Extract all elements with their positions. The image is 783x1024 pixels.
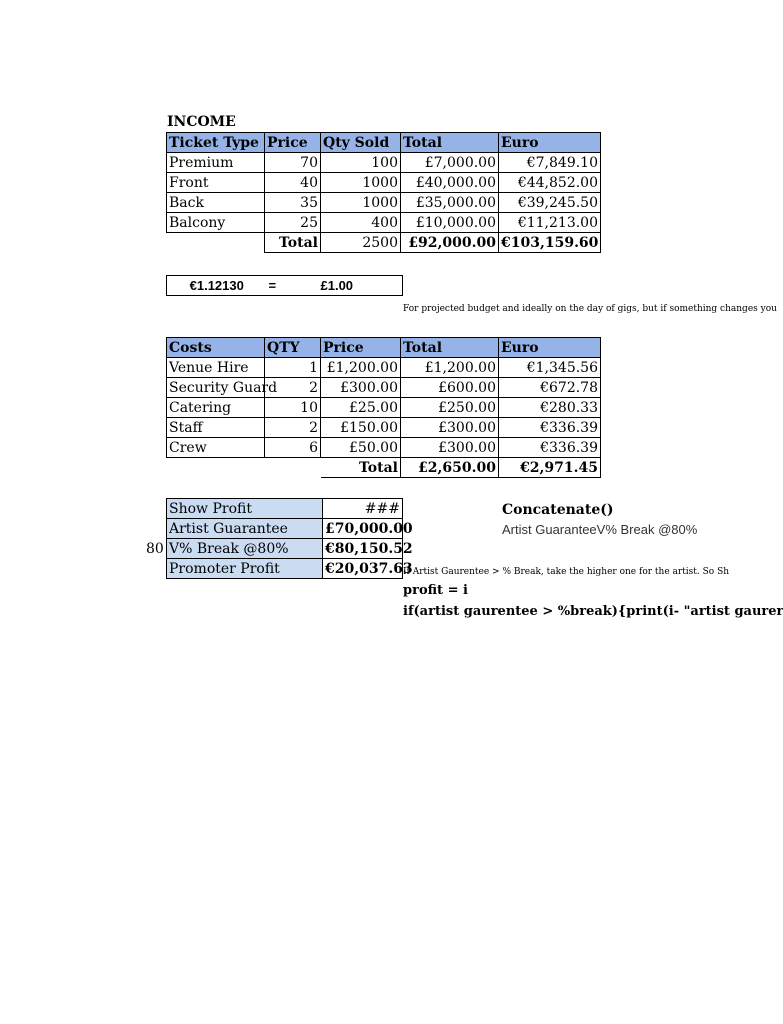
costs-total-row <box>167 458 601 478</box>
cell[interactable]: Security Guard <box>167 378 265 398</box>
cell[interactable]: 400 <box>321 213 401 233</box>
table-row <box>167 398 601 418</box>
cell[interactable]: £1,200.00 <box>321 358 401 378</box>
cell[interactable]: €11,213.00 <box>499 213 601 233</box>
cell[interactable]: €7,849.10 <box>499 153 601 173</box>
cell[interactable]: £50.00 <box>321 438 401 458</box>
costs-total-label[interactable]: Total <box>321 458 401 478</box>
cell[interactable]: £40,000.00 <box>401 173 499 193</box>
cell[interactable]: Staff <box>167 418 265 438</box>
table-row <box>167 193 601 213</box>
table-row <box>167 499 403 519</box>
income-total-qty[interactable]: 2500 <box>321 233 401 253</box>
break-percent-value[interactable]: 80 <box>146 541 164 557</box>
cell[interactable]: £300.00 <box>321 378 401 398</box>
artist-guarantee-value[interactable]: £70,000.00 <box>323 519 403 539</box>
header-ticket-type[interactable]: Ticket Type <box>167 133 265 153</box>
empty-cell <box>167 233 265 253</box>
cell[interactable]: 100 <box>321 153 401 173</box>
concatenate-title: Concatenate() <box>502 502 614 518</box>
cell[interactable]: 35 <box>265 193 321 213</box>
income-table <box>166 132 601 253</box>
cell[interactable]: £25.00 <box>321 398 401 418</box>
cell[interactable]: €280.33 <box>499 398 601 418</box>
cell[interactable]: 25 <box>265 213 321 233</box>
cell[interactable]: £150.00 <box>321 418 401 438</box>
header-price[interactable]: Price <box>321 338 401 358</box>
code-line-1: profit = i <box>403 583 468 598</box>
cell[interactable]: 2 <box>265 378 321 398</box>
cell[interactable]: €336.39 <box>499 418 601 438</box>
header-euro[interactable]: Euro <box>499 338 601 358</box>
artist-guarantee-label[interactable]: Artist Guarantee <box>167 519 323 539</box>
costs-total-gbp[interactable]: £2,650.00 <box>401 458 499 478</box>
header-euro[interactable]: Euro <box>499 133 601 153</box>
table-row <box>167 559 403 579</box>
income-total-eur[interactable]: €103,159.60 <box>499 233 601 253</box>
costs-total-eur[interactable]: €2,971.45 <box>499 458 601 478</box>
cell[interactable]: Front <box>167 173 265 193</box>
cell[interactable]: 70 <box>265 153 321 173</box>
table-row <box>167 153 601 173</box>
cell[interactable]: £7,000.00 <box>401 153 499 173</box>
concatenate-value[interactable]: Artist GuaranteeV% Break @80% <box>502 522 698 537</box>
cell[interactable]: €44,852.00 <box>499 173 601 193</box>
break-value[interactable]: €80,150.52 <box>323 539 403 559</box>
header-qty-sold[interactable]: Qty Sold <box>321 133 401 153</box>
header-total[interactable]: Total <box>401 338 499 358</box>
cell[interactable]: 1000 <box>321 193 401 213</box>
table-row <box>167 539 403 559</box>
cell[interactable]: Back <box>167 193 265 213</box>
promoter-profit-label[interactable]: Promoter Profit <box>167 559 323 579</box>
income-header-row <box>167 133 601 153</box>
cell[interactable]: €336.39 <box>499 438 601 458</box>
table-row <box>167 378 601 398</box>
cell[interactable]: 40 <box>265 173 321 193</box>
cell[interactable]: £300.00 <box>401 418 499 438</box>
table-row <box>167 358 601 378</box>
table-row <box>167 173 601 193</box>
cell[interactable]: Venue Hire <box>167 358 265 378</box>
cell[interactable]: £10,000.00 <box>401 213 499 233</box>
artist-gaurentee-note: If Artist Gaurentee > % Break, take the higher one for the artist. So Sh <box>403 567 730 577</box>
cell[interactable]: €1,345.56 <box>499 358 601 378</box>
income-total-label[interactable]: Total <box>265 233 321 253</box>
exchange-rate-box <box>166 275 403 296</box>
cell[interactable]: 1000 <box>321 173 401 193</box>
cell[interactable]: Premium <box>167 153 265 173</box>
header-price[interactable]: Price <box>265 133 321 153</box>
cell[interactable]: £35,000.00 <box>401 193 499 213</box>
income-total-gbp[interactable]: £92,000.00 <box>401 233 499 253</box>
cell[interactable]: £600.00 <box>401 378 499 398</box>
table-row <box>167 438 601 458</box>
profit-table <box>166 498 413 579</box>
cell[interactable]: 1 <box>265 358 321 378</box>
costs-header-row <box>167 338 601 358</box>
cell[interactable]: 10 <box>265 398 321 418</box>
cell[interactable]: £300.00 <box>401 438 499 458</box>
break-label[interactable]: V% Break @80% <box>167 539 323 559</box>
cell[interactable]: 2 <box>265 418 321 438</box>
costs-table <box>166 337 601 478</box>
header-qty[interactable]: QTY <box>265 338 321 358</box>
table-row <box>167 418 601 438</box>
code-line-2: if(artist gaurentee > %break){print(i- "artist gaurer <box>403 604 783 619</box>
cell[interactable]: 6 <box>265 438 321 458</box>
income-title: INCOME <box>167 114 236 130</box>
table-row <box>167 213 601 233</box>
cell[interactable]: Balcony <box>167 213 265 233</box>
table-row <box>167 519 403 539</box>
income-total-row <box>167 233 601 253</box>
exchange-eur[interactable]: €1.12130 <box>167 276 267 296</box>
cell[interactable]: Catering <box>167 398 265 418</box>
cell[interactable]: €672.78 <box>499 378 601 398</box>
empty-cell <box>265 458 321 478</box>
exchange-gbp[interactable]: £1.00 <box>319 276 403 296</box>
promoter-profit-value[interactable]: €20,037.63 <box>323 559 403 579</box>
header-costs[interactable]: Costs <box>167 338 265 358</box>
cell[interactable]: Crew <box>167 438 265 458</box>
show-profit-value[interactable]: ### <box>323 499 403 519</box>
header-total[interactable]: Total <box>401 133 499 153</box>
show-profit-label[interactable]: Show Profit <box>167 499 323 519</box>
exchange-equals: = <box>267 276 319 296</box>
cell[interactable]: £250.00 <box>401 398 499 418</box>
empty-cell <box>167 458 265 478</box>
cell[interactable]: €39,245.50 <box>499 193 601 213</box>
cell[interactable]: £1,200.00 <box>401 358 499 378</box>
exchange-note: For projected budget and ideally on the day of gigs, but if something changes you <box>403 304 777 314</box>
